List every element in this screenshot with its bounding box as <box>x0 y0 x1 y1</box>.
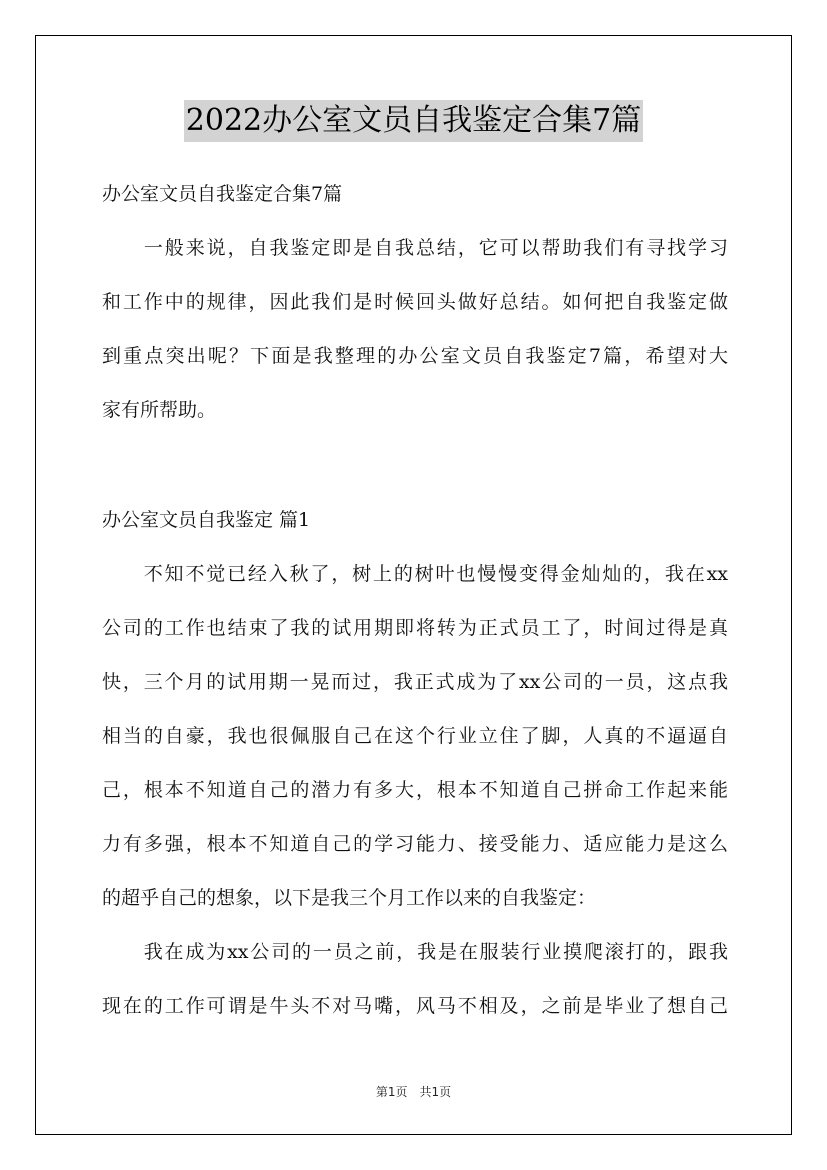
intro-line: 家有所帮助。 <box>102 399 217 421</box>
intro-line: 到重点突出呢？下面是我整理的办公室文员自我鉴定7篇，希望对大 <box>102 345 728 367</box>
paragraph-line: 我在成为xx公司的一员之前，我是在服装行业摸爬滚打的，跟我 <box>102 941 728 963</box>
intro-line: 一般来说，自我鉴定即是自我总结，它可以帮助我们有寻找学习 <box>102 237 728 259</box>
paragraph-line: 现在的工作可谓是牛头不对马嘴，风马不相及，之前是毕业了想自己 <box>102 995 728 1017</box>
paragraph-line: 快，三个月的试用期一晃而过，我正式成为了xx公司的一员，这点我 <box>102 671 728 693</box>
paragraph-line: 己，根本不知道自己的潜力有多大，根本不知道自己拼命工作起来能 <box>102 779 728 801</box>
title-container <box>0 100 827 142</box>
paragraph-line: 不知不觉已经入秋了，树上的树叶也慢慢变得金灿灿的，我在xx <box>102 563 728 585</box>
section-heading: 办公室文员自我鉴定 篇1 <box>102 509 311 531</box>
page-footer: 第1页 共1页 <box>375 1085 452 1099</box>
document-title: 2022办公室文员自我鉴定合集7篇 <box>184 100 643 142</box>
subtitle: 办公室文员自我鉴定合集7篇 <box>102 183 343 205</box>
paragraph-line: 公司的工作也结束了我的试用期即将转为正式员工了，时间过得是真 <box>102 617 728 639</box>
paragraph-line: 力有多强，根本不知道自己的学习能力、接受能力、适应能力是这么 <box>102 833 728 855</box>
paragraph-line: 相当的自豪，我也很佩服自己在这个行业立住了脚，人真的不逼逼自 <box>102 725 728 747</box>
intro-line: 和工作中的规律，因此我们是时候回头做好总结。如何把自我鉴定做 <box>102 291 728 313</box>
paragraph-line: 的超乎自己的想象，以下是我三个月工作以来的自我鉴定： <box>102 887 597 909</box>
